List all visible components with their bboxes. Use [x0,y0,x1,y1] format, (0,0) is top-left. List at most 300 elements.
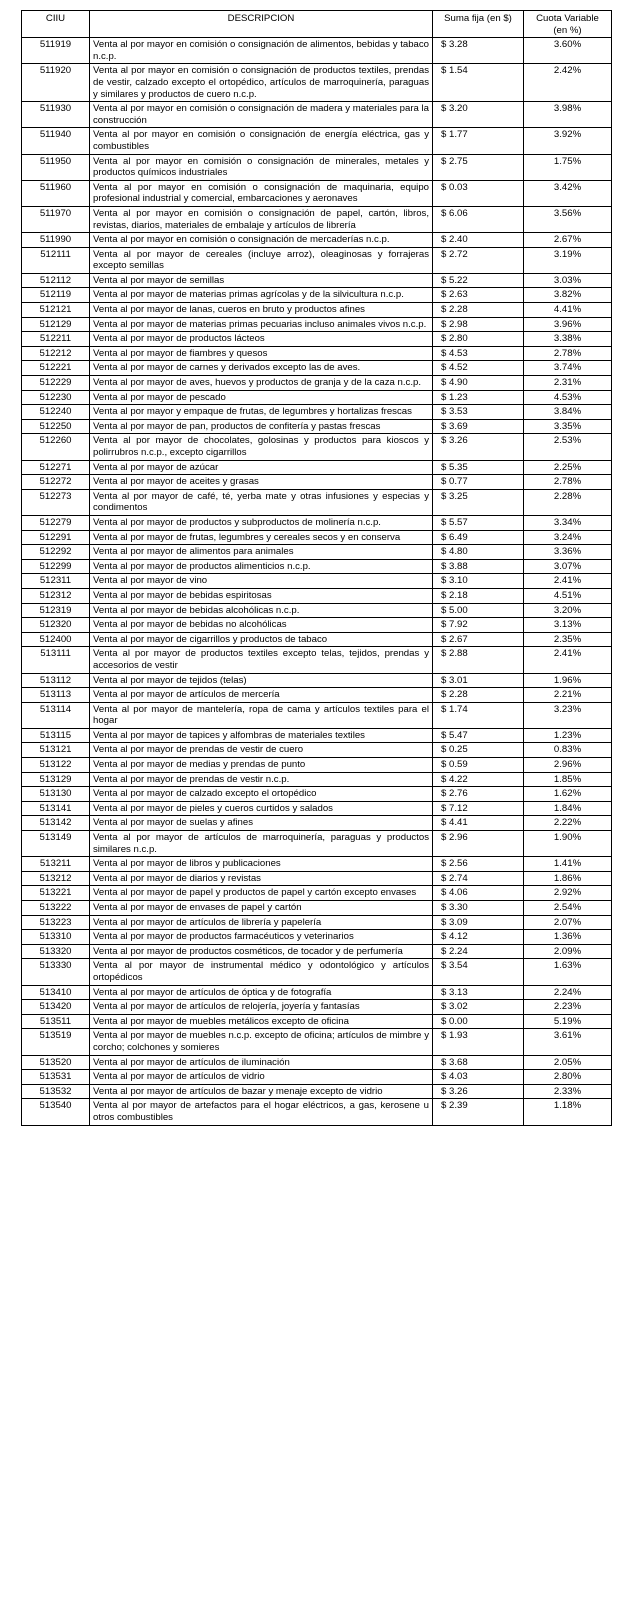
description-cell: Venta al por mayor y empaque de frutas, de legumbres y hortalizas frescas [90,405,433,420]
ciiu-cell: 512279 [22,515,90,530]
suma-fija-cell: $ 3.68 [433,1055,524,1070]
table-row [22,273,612,288]
suma-fija-cell: $ 3.26 [433,434,524,460]
table-row [22,405,612,420]
suma-fija-cell: $ 2.96 [433,831,524,857]
table-row [22,574,612,589]
cuota-variable-cell: 3.13% [524,618,612,633]
ciiu-cell: 513142 [22,816,90,831]
ciiu-cell: 513121 [22,743,90,758]
cuota-variable-cell: 2.92% [524,886,612,901]
table-row [22,361,612,376]
cuota-variable-cell: 2.54% [524,901,612,916]
description-cell: Venta al por mayor de artículos de mercería [90,688,433,703]
table-row [22,603,612,618]
suma-fija-cell: $ 6.49 [433,530,524,545]
ciiu-cell: 512111 [22,247,90,273]
description-cell: Venta al por mayor de artefactos para el hogar eléctricos, a gas, kerosene u otros combustibles [90,1099,433,1125]
suma-fija-cell: $ 2.75 [433,154,524,180]
description-cell: Venta al por mayor de calzado excepto el ortopédico [90,787,433,802]
ciiu-cell: 511930 [22,102,90,128]
ciiu-cell: 511950 [22,154,90,180]
table-row [22,1055,612,1070]
suma-fija-cell: $ 2.18 [433,588,524,603]
description-cell: Venta al por mayor de artículos de óptica y de fotografía [90,985,433,1000]
description-cell: Venta al por mayor de artículos de relojería, joyería y fantasías [90,1000,433,1015]
suma-fija-cell: $ 6.06 [433,206,524,232]
ciiu-cell: 511990 [22,233,90,248]
cuota-variable-cell: 1.85% [524,772,612,787]
header-descripcion: DESCRIPCION [90,11,433,38]
ciiu-cell: 512229 [22,376,90,391]
description-cell: Venta al por mayor de tejidos (telas) [90,673,433,688]
table-row [22,515,612,530]
suma-fija-cell: $ 2.80 [433,332,524,347]
description-cell: Venta al por mayor de materias primas agrícolas y de la silvicultura n.c.p. [90,288,433,303]
description-cell: Venta al por mayor en comisión o consignación de maquinaria, equipo profesional industrial y comercial, embarcaciones y aeronaves [90,180,433,206]
suma-fija-cell: $ 2.72 [433,247,524,273]
table-header [22,11,612,38]
suma-fija-cell: $ 2.76 [433,787,524,802]
description-cell: Venta al por mayor en comisión o consignación de madera y materiales para la construcción [90,102,433,128]
suma-fija-cell: $ 3.69 [433,419,524,434]
ciiu-cell: 512291 [22,530,90,545]
header-cuota-variable: Cuota Variable (en %) [524,11,612,38]
table-row [22,38,612,64]
table-row [22,772,612,787]
ciiu-cell: 513223 [22,915,90,930]
description-cell: Venta al por mayor de fiambres y quesos [90,346,433,361]
ciiu-cell: 512273 [22,489,90,515]
cuota-variable-cell: 3.34% [524,515,612,530]
cuota-variable-cell: 3.19% [524,247,612,273]
suma-fija-cell: $ 4.03 [433,1070,524,1085]
description-cell: Venta al por mayor de productos textiles excepto telas, tejidos, prendas y accesorios de vestir [90,647,433,673]
table-row [22,801,612,816]
header-row [22,11,612,38]
suma-fija-cell: $ 5.35 [433,460,524,475]
table-row [22,588,612,603]
ciiu-cell: 512240 [22,405,90,420]
table-row [22,489,612,515]
ciiu-cell: 512272 [22,475,90,490]
ciiu-cell: 512271 [22,460,90,475]
ciiu-cell: 512400 [22,632,90,647]
description-cell: Venta al por mayor de vino [90,574,433,589]
suma-fija-cell: $ 3.13 [433,985,524,1000]
ciiu-cell: 513130 [22,787,90,802]
cuota-variable-cell: 3.35% [524,419,612,434]
suma-fija-cell: $ 2.63 [433,288,524,303]
ciiu-cell: 511970 [22,206,90,232]
table-row [22,632,612,647]
description-cell: Venta al por mayor de cereales (incluye arroz), oleaginosas y forrajeras excepto semillas [90,247,433,273]
table-row [22,930,612,945]
ciiu-cell: 512311 [22,574,90,589]
ciiu-cell: 513520 [22,1055,90,1070]
suma-fija-cell: $ 7.92 [433,618,524,633]
cuota-variable-cell: 3.82% [524,288,612,303]
header-suma-fija: Suma fija (en $) [433,11,524,38]
table-row [22,1099,612,1125]
table-row [22,419,612,434]
description-cell: Venta al por mayor de pieles y cueros curtidos y salados [90,801,433,816]
suma-fija-cell: $ 4.22 [433,772,524,787]
description-cell: Venta al por mayor de café, té, yerba mate y otras infusiones y especias y condimentos [90,489,433,515]
cuota-variable-cell: 3.96% [524,317,612,332]
table-row [22,787,612,802]
description-cell: Venta al por mayor en comisión o consignación de alimentos, bebidas y tabaco n.c.p. [90,38,433,64]
suma-fija-cell: $ 3.02 [433,1000,524,1015]
cuota-variable-cell: 2.23% [524,1000,612,1015]
suma-fija-cell: $ 3.20 [433,102,524,128]
cuota-variable-cell: 3.60% [524,38,612,64]
cuota-variable-cell: 2.31% [524,376,612,391]
ciiu-cell: 513330 [22,959,90,985]
cuota-variable-cell: 3.42% [524,180,612,206]
table-row [22,944,612,959]
suma-fija-cell: $ 2.67 [433,632,524,647]
ciiu-cell: 513211 [22,857,90,872]
suma-fija-cell: $ 2.40 [433,233,524,248]
table-body [22,38,612,1125]
ciiu-cell: 513111 [22,647,90,673]
suma-fija-cell: $ 4.41 [433,816,524,831]
table-row [22,1070,612,1085]
cuota-variable-cell: 2.35% [524,632,612,647]
table-row [22,618,612,633]
description-cell: Venta al por mayor de productos cosméticos, de tocador y de perfumería [90,944,433,959]
table-row [22,1084,612,1099]
ciiu-cell: 512320 [22,618,90,633]
suma-fija-cell: $ 2.24 [433,944,524,959]
suma-fija-cell: $ 1.54 [433,64,524,102]
cuota-variable-cell: 1.84% [524,801,612,816]
cuota-variable-cell: 2.41% [524,574,612,589]
description-cell: Venta al por mayor de instrumental médico y odontológico y artículos ortopédicos [90,959,433,985]
table-row [22,1029,612,1055]
table-row [22,128,612,154]
suma-fija-cell: $ 2.74 [433,871,524,886]
description-cell: Venta al por mayor de productos alimenticios n.c.p. [90,559,433,574]
description-cell: Venta al por mayor de productos y subproductos de molinería n.c.p. [90,515,433,530]
table-row [22,1000,612,1015]
suma-fija-cell: $ 2.98 [433,317,524,332]
cuota-variable-cell: 1.23% [524,728,612,743]
cuota-variable-cell: 2.96% [524,758,612,773]
table-row [22,871,612,886]
ciiu-cell: 512319 [22,603,90,618]
ciiu-cell: 512121 [22,303,90,318]
cuota-variable-cell: 2.80% [524,1070,612,1085]
ciiu-cell: 512250 [22,419,90,434]
suma-fija-cell: $ 5.47 [433,728,524,743]
table-row [22,390,612,405]
description-cell: Venta al por mayor de bebidas no alcohólicas [90,618,433,633]
description-cell: Venta al por mayor de lanas, cueros en bruto y productos afines [90,303,433,318]
suma-fija-cell: $ 3.28 [433,38,524,64]
cuota-variable-cell: 2.05% [524,1055,612,1070]
description-cell: Venta al por mayor de prendas de vestir n.c.p. [90,772,433,787]
suma-fija-cell: $ 0.03 [433,180,524,206]
table-row [22,233,612,248]
ciiu-cell: 513141 [22,801,90,816]
table-row [22,857,612,872]
cuota-variable-cell: 4.51% [524,588,612,603]
description-cell: Venta al por mayor de libros y publicaciones [90,857,433,872]
cuota-variable-cell: 3.74% [524,361,612,376]
cuota-variable-cell: 3.36% [524,545,612,560]
suma-fija-cell: $ 3.25 [433,489,524,515]
description-cell: Venta al por mayor de pescado [90,390,433,405]
table-row [22,985,612,1000]
description-cell: Venta al por mayor de envases de papel y cartón [90,901,433,916]
suma-fija-cell: $ 0.00 [433,1014,524,1029]
cuota-variable-cell: 1.63% [524,959,612,985]
cuota-variable-cell: 5.19% [524,1014,612,1029]
cuota-variable-cell: 2.78% [524,346,612,361]
description-cell: Venta al por mayor de bebidas espiritosas [90,588,433,603]
description-cell: Venta al por mayor de prendas de vestir de cuero [90,743,433,758]
ciiu-cell: 513115 [22,728,90,743]
cuota-variable-cell: 3.20% [524,603,612,618]
ciiu-cell: 513532 [22,1084,90,1099]
table-row [22,915,612,930]
tariff-table [21,10,612,1126]
suma-fija-cell: $ 0.77 [433,475,524,490]
description-cell: Venta al por mayor de artículos de bazar y menaje excepto de vidrio [90,1084,433,1099]
table-row [22,959,612,985]
table-row [22,376,612,391]
table-row [22,332,612,347]
suma-fija-cell: $ 1.77 [433,128,524,154]
suma-fija-cell: $ 1.93 [433,1029,524,1055]
table-row [22,180,612,206]
cuota-variable-cell: 2.22% [524,816,612,831]
table-row [22,647,612,673]
cuota-variable-cell: 2.78% [524,475,612,490]
ciiu-cell: 513221 [22,886,90,901]
cuota-variable-cell: 3.61% [524,1029,612,1055]
cuota-variable-cell: 0.83% [524,743,612,758]
ciiu-cell: 512211 [22,332,90,347]
cuota-variable-cell: 3.84% [524,405,612,420]
ciiu-cell: 512299 [22,559,90,574]
suma-fija-cell: $ 2.28 [433,303,524,318]
description-cell: Venta al por mayor de carnes y derivados excepto las de aves. [90,361,433,376]
ciiu-cell: 512212 [22,346,90,361]
cuota-variable-cell: 3.98% [524,102,612,128]
description-cell: Venta al por mayor de artículos de vidrio [90,1070,433,1085]
suma-fija-cell: $ 4.80 [433,545,524,560]
cuota-variable-cell: 2.53% [524,434,612,460]
table-row [22,886,612,901]
description-cell: Venta al por mayor de cigarrillos y productos de tabaco [90,632,433,647]
cuota-variable-cell: 2.07% [524,915,612,930]
cuota-variable-cell: 1.18% [524,1099,612,1125]
cuota-variable-cell: 1.41% [524,857,612,872]
cuota-variable-cell: 4.41% [524,303,612,318]
table-row [22,460,612,475]
ciiu-cell: 511920 [22,64,90,102]
ciiu-cell: 513212 [22,871,90,886]
suma-fija-cell: $ 3.10 [433,574,524,589]
suma-fija-cell: $ 2.28 [433,688,524,703]
cuota-variable-cell: 3.24% [524,530,612,545]
description-cell: Venta al por mayor de aceites y grasas [90,475,433,490]
table-row [22,1014,612,1029]
table-row [22,545,612,560]
description-cell: Venta al por mayor de mantelería, ropa de cama y artículos textiles para el hogar [90,702,433,728]
description-cell: Venta al por mayor de papel y productos de papel y cartón excepto envases [90,886,433,901]
table-row [22,154,612,180]
suma-fija-cell: $ 2.39 [433,1099,524,1125]
table-row [22,559,612,574]
ciiu-cell: 513114 [22,702,90,728]
cuota-variable-cell: 1.62% [524,787,612,802]
ciiu-cell: 513320 [22,944,90,959]
suma-fija-cell: $ 7.12 [433,801,524,816]
cuota-variable-cell: 2.28% [524,489,612,515]
table-row [22,288,612,303]
cuota-variable-cell: 2.09% [524,944,612,959]
table-row [22,317,612,332]
table-row [22,901,612,916]
description-cell: Venta al por mayor de artículos de librería y papelería [90,915,433,930]
ciiu-cell: 513122 [22,758,90,773]
suma-fija-cell: $ 3.30 [433,901,524,916]
table-row [22,702,612,728]
table-row [22,434,612,460]
description-cell: Venta al por mayor de alimentos para animales [90,545,433,560]
tariff-table-container [21,10,611,1126]
ciiu-cell: 511960 [22,180,90,206]
table-row [22,247,612,273]
description-cell: Venta al por mayor de diarios y revistas [90,871,433,886]
suma-fija-cell: $ 5.22 [433,273,524,288]
suma-fija-cell: $ 3.09 [433,915,524,930]
cuota-variable-cell: 2.33% [524,1084,612,1099]
cuota-variable-cell: 3.07% [524,559,612,574]
suma-fija-cell: $ 4.06 [433,886,524,901]
table-row [22,831,612,857]
suma-fija-cell: $ 3.54 [433,959,524,985]
ciiu-cell: 512129 [22,317,90,332]
cuota-variable-cell: 1.75% [524,154,612,180]
table-row [22,816,612,831]
cuota-variable-cell: 2.41% [524,647,612,673]
cuota-variable-cell: 3.56% [524,206,612,232]
description-cell: Venta al por mayor de productos farmacéuticos y veterinarios [90,930,433,945]
cuota-variable-cell: 1.86% [524,871,612,886]
suma-fija-cell: $ 2.56 [433,857,524,872]
ciiu-cell: 513222 [22,901,90,916]
cuota-variable-cell: 2.42% [524,64,612,102]
ciiu-cell: 512312 [22,588,90,603]
ciiu-cell: 511940 [22,128,90,154]
ciiu-cell: 513310 [22,930,90,945]
ciiu-cell: 512112 [22,273,90,288]
description-cell: Venta al por mayor en comisión o consignación de productos textiles, prendas de vestir, calzado excepto el ortopédico, artículos de marroquinería, paraguas y similares y productos de cuero n.c.p. [90,64,433,102]
ciiu-cell: 513420 [22,1000,90,1015]
ciiu-cell: 513540 [22,1099,90,1125]
table-row [22,64,612,102]
ciiu-cell: 513149 [22,831,90,857]
ciiu-cell: 512292 [22,545,90,560]
table-row [22,475,612,490]
cuota-variable-cell: 3.23% [524,702,612,728]
suma-fija-cell: $ 3.26 [433,1084,524,1099]
description-cell: Venta al por mayor de medias y prendas de punto [90,758,433,773]
description-cell: Venta al por mayor de pan, productos de confitería y pastas frescas [90,419,433,434]
suma-fija-cell: $ 1.23 [433,390,524,405]
description-cell: Venta al por mayor de frutas, legumbres y cereales secos y en conserva [90,530,433,545]
description-cell: Venta al por mayor de azúcar [90,460,433,475]
table-row [22,743,612,758]
suma-fija-cell: $ 4.90 [433,376,524,391]
description-cell: Venta al por mayor de chocolates, golosinas y productos para kioscos y polirrubros n.c.p., excepto cigarrillos [90,434,433,460]
description-cell: Venta al por mayor de tapices y alfombras de materiales textiles [90,728,433,743]
ciiu-cell: 513113 [22,688,90,703]
suma-fija-cell: $ 1.74 [433,702,524,728]
description-cell: Venta al por mayor de bebidas alcohólicas n.c.p. [90,603,433,618]
table-row [22,758,612,773]
table-row [22,206,612,232]
suma-fija-cell: $ 0.59 [433,758,524,773]
suma-fija-cell: $ 2.88 [433,647,524,673]
ciiu-cell: 513112 [22,673,90,688]
description-cell: Venta al por mayor de suelas y afines [90,816,433,831]
table-row [22,346,612,361]
suma-fija-cell: $ 4.53 [433,346,524,361]
cuota-variable-cell: 2.25% [524,460,612,475]
suma-fija-cell: $ 0.25 [433,743,524,758]
cuota-variable-cell: 3.03% [524,273,612,288]
table-row [22,688,612,703]
ciiu-cell: 513519 [22,1029,90,1055]
suma-fija-cell: $ 4.12 [433,930,524,945]
cuota-variable-cell: 1.90% [524,831,612,857]
ciiu-cell: 513410 [22,985,90,1000]
ciiu-cell: 512230 [22,390,90,405]
description-cell: Venta al por mayor de muebles n.c.p. excepto de oficina; artículos de mimbre y corcho; colchones y somieres [90,1029,433,1055]
cuota-variable-cell: 2.21% [524,688,612,703]
description-cell: Venta al por mayor en comisión o consignación de energía eléctrica, gas y combustibles [90,128,433,154]
description-cell: Venta al por mayor de artículos de marroquinería, paraguas y productos similares n.c.p. [90,831,433,857]
cuota-variable-cell: 1.36% [524,930,612,945]
ciiu-cell: 513531 [22,1070,90,1085]
suma-fija-cell: $ 5.00 [433,603,524,618]
cuota-variable-cell: 2.24% [524,985,612,1000]
cuota-variable-cell: 3.38% [524,332,612,347]
suma-fija-cell: $ 3.01 [433,673,524,688]
description-cell: Venta al por mayor en comisión o consignación de minerales, metales y productos químicos industriales [90,154,433,180]
ciiu-cell: 512221 [22,361,90,376]
ciiu-cell: 513129 [22,772,90,787]
ciiu-cell: 512119 [22,288,90,303]
table-row [22,102,612,128]
suma-fija-cell: $ 3.53 [433,405,524,420]
cuota-variable-cell: 4.53% [524,390,612,405]
suma-fija-cell: $ 3.88 [433,559,524,574]
cuota-variable-cell: 3.92% [524,128,612,154]
table-row [22,303,612,318]
description-cell: Venta al por mayor de productos lácteos [90,332,433,347]
ciiu-cell: 512260 [22,434,90,460]
description-cell: Venta al por mayor de aves, huevos y productos de granja y de la caza n.c.p. [90,376,433,391]
description-cell: Venta al por mayor de semillas [90,273,433,288]
ciiu-cell: 513511 [22,1014,90,1029]
